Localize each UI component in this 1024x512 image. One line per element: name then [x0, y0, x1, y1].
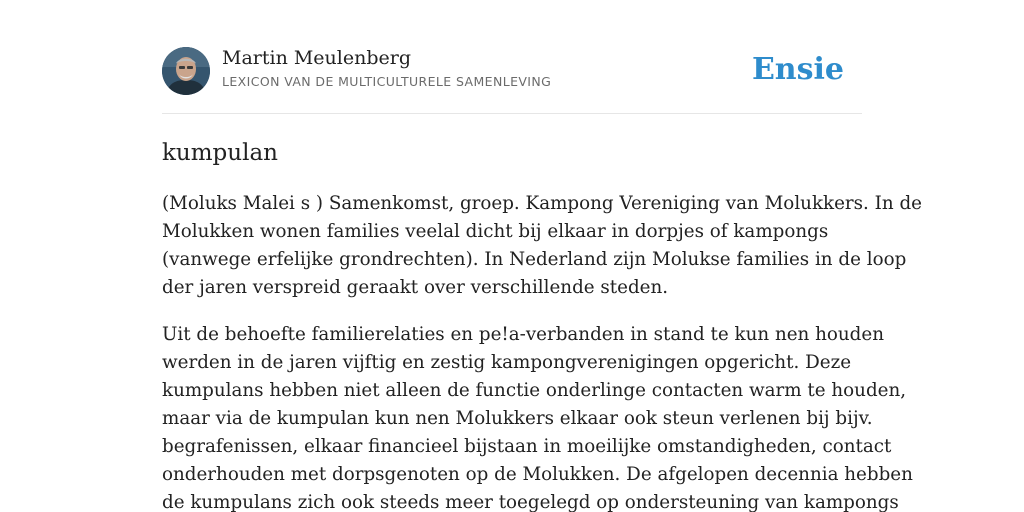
paragraph [162, 321, 913, 512]
page-title: kumpulan [162, 140, 278, 166]
paragraph [162, 190, 922, 302]
header [162, 0, 862, 114]
text-line: Uit de behoefte familierelaties en pe!a-verbanden in stand te kun nen houden [162, 324, 884, 345]
avatar[interactable] [162, 47, 210, 95]
text-line: werden in de jaren vijftig en zestig kampongverenigingen opgericht. Deze [162, 352, 852, 373]
content-container [162, 0, 922, 512]
brand-logo[interactable]: Ensie [751, 52, 844, 87]
author-photo-icon [162, 47, 210, 95]
text-line: begrafenissen, elkaar financieel bijstaan in moeilijke omstandigheden, contact [162, 436, 892, 457]
author-name[interactable]: Martin Meulenberg [222, 47, 411, 69]
author-subtitle[interactable]: LEXICON VAN DE MULTICULTURELE SAMENLEVING [222, 74, 552, 89]
author-block [222, 45, 551, 91]
text-line: (vanwege erfelijke grondrechten). In Nederland zijn Molukse families in de loop [162, 249, 907, 270]
text-line: maar via de kumpulan kun nen Molukkers elkaar ook steun verlenen bij bijv. [162, 408, 873, 429]
text-line: kumpulans hebben niet alleen de functie onderlinge contacten warm te houden, [162, 380, 907, 401]
text-line: (Moluks Malei s ) Samenkomst, groep. Kampong Vereniging van Molukkers. In de [162, 193, 922, 214]
text-line: Molukken wonen families veelal dicht bij elkaar in dorpjes of kampongs [162, 221, 829, 242]
text-line: der jaren verspreid geraakt over verschillende steden. [162, 277, 669, 298]
article-body [162, 190, 922, 512]
text-line: de kumpulans zich ook steeds meer toegelegd op ondersteuning van kampongs [162, 492, 899, 512]
text-line: onderhouden met dorpsgenoten op de Molukken. De afgelopen decennia hebben [162, 464, 913, 485]
